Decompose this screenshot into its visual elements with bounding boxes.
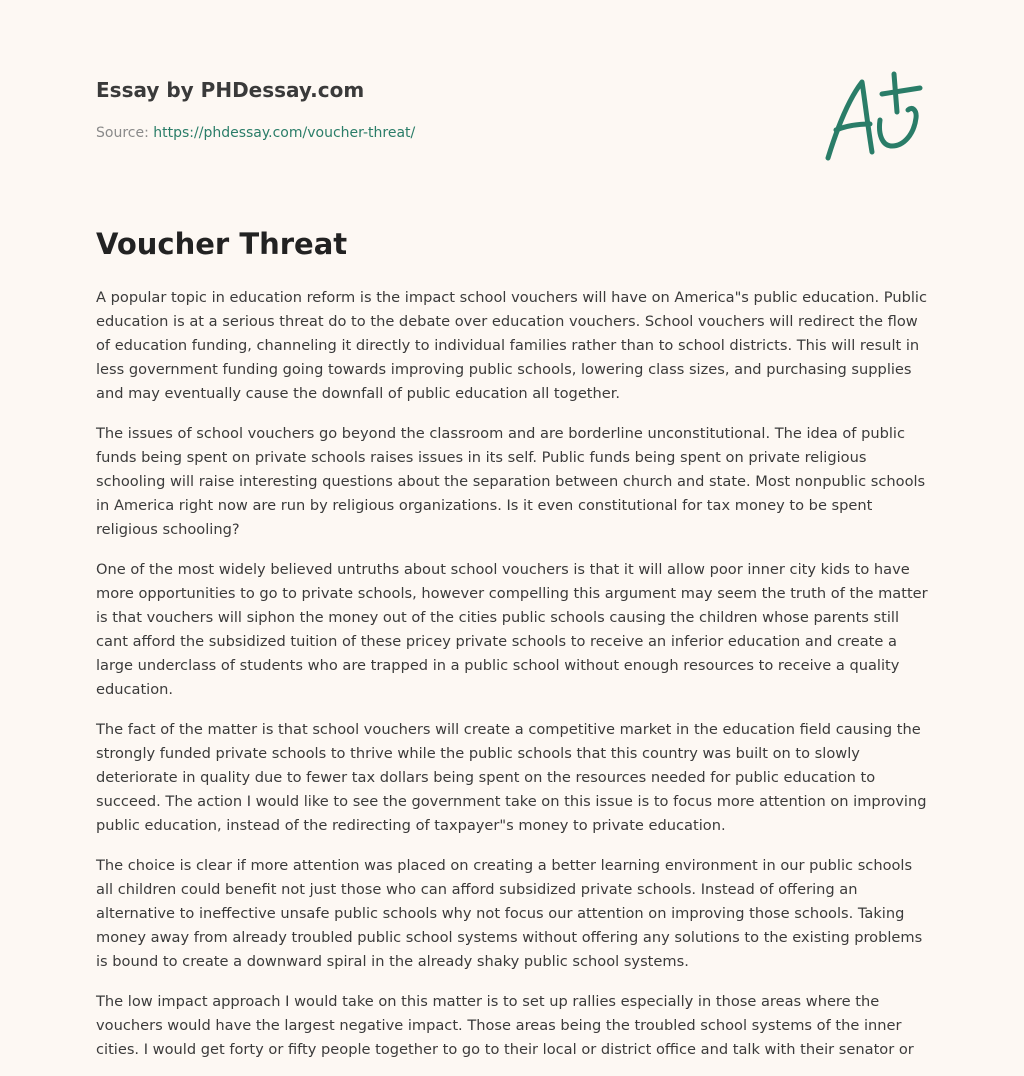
site-brand: Essay by PHDessay.com [96,78,365,102]
essay-paragraph: One of the most widely believed untruths about school vouchers is that it will allow poor inner city kids to have more opportunities to go to private schools, however compelling this argument may seem the truth of the matter is that vouchers will siphon the money out of the cities public schools causing the children whose parents still cant afford the subsidized tuition of these pricey private schools to receive an inferior education and create a large underclass of students who are trapped in a public school without enough resources to receive a quality education. [96,561,928,698]
essay-paragraph: The fact of the matter is that school vouchers will create a competitive market in the education field causing the strongly funded private schools to thrive while the public schools that this country was built on to slowly deteriorate in quality due to fewer tax dollars being spent on the resources needed for public education to succeed. The action I would like to see the government take on this issue is to focus more attention on improving public education, instead of the redirecting of taxpayer"s money to private education. [96,721,927,834]
essay-body [96,286,932,1076]
essay-paragraph: A popular topic in education reform is the impact school vouchers will have on America"s public education. Public education is at a serious threat do to the debate over education vouchers. School vouchers will redirect the flow of education funding, channeling it directly to individual families rather than to school districts. This will result in less government funding going towards improving public schools, lowering class sizes, and purchasing supplies and may eventually cause the downfall of public education all together. [96,289,927,402]
essay-paragraph: The low impact approach I would take on this matter is to set up rallies especially in those areas where the vouchers would have the largest negative impact. Those areas being the troubled school systems of the inner cities. I would get forty or fifty people together to go to their local or district office and talk with their senator or [96,993,914,1058]
essay-paragraph: The issues of school vouchers go beyond the classroom and are borderline unconstitutional. The idea of public funds being spent on private schools raises issues in its self. Public funds being spent on private religious schooling will raise interesting questions about the separation between church and state. Most nonpublic schools in America right now are run by religious organizations. Is it even constitutional for tax money to be spent religious schooling? [96,425,926,538]
source-link[interactable]: https://phdessay.com/voucher-threat/ [153,125,416,141]
a-plus-logo-icon [822,70,926,162]
site-header [96,76,928,104]
source-line [96,124,415,142]
essay-paragraph: The choice is clear if more attention was placed on creating a better learning environment in our public schools all children could benefit not just those who can afford subsidized private schools. Instead of offering an alternative to ineffective unsafe public schools why not focus our attention on improving those schools. Taking money away from already troubled public school systems without offering any solutions to the existing problems is bound to create a downward spiral in the already shaky public school systems. [96,857,923,970]
essay-title: Voucher Threat [96,227,348,261]
source-label: Source: [96,125,154,141]
